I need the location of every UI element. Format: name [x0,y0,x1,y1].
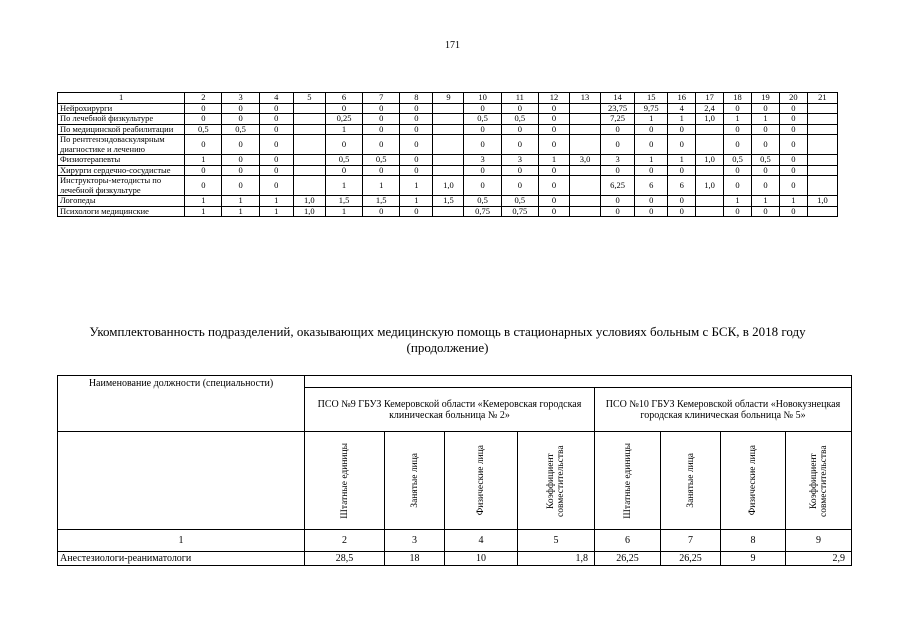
table-cell: 0 [259,155,293,166]
table-cell [696,165,724,176]
table-cell: 0 [363,103,400,114]
table-cell: 0 [185,114,222,125]
table-cell: 0 [601,206,635,217]
table-cell: 1 [325,206,362,217]
table-cell [433,206,464,217]
table-cell: 0 [724,135,752,155]
table-row [58,176,838,196]
table-cell: 0,5 [501,196,538,207]
sub-header-label: Штатные единицы [339,442,350,519]
table-cell: 0 [724,165,752,176]
table-cell: 0 [601,196,635,207]
table-cell: 9 [721,552,786,566]
column-number: 16 [668,93,696,104]
table-cell: 10 [445,552,518,566]
table-cell: 18 [385,552,445,566]
sub-header [385,432,445,530]
table-cell: 0 [779,176,807,196]
table-cell [293,165,325,176]
table-cell: 26,25 [595,552,661,566]
table-cell: 0 [185,165,222,176]
table-cell: 0 [752,103,780,114]
table-cell: 0 [501,135,538,155]
table-cell: 1 [363,176,400,196]
table-cell: 0 [400,165,433,176]
column-number: 6 [595,530,661,552]
pso9-header: ПСО №9 ГБУЗ Кемеровской области «Кемеровская городская клиническая больница № 2» [305,388,595,432]
table-cell: 0 [668,124,696,135]
table-cell: 0 [668,196,696,207]
table-cell [807,176,837,196]
table-cell: 0 [779,135,807,155]
column-number: 10 [464,93,501,104]
sub-header [786,432,852,530]
column-number: 4 [259,93,293,104]
table-cell [569,206,600,217]
sub-header [595,432,661,530]
table-cell: 0 [185,103,222,114]
table-cell: 0 [464,165,501,176]
table-cell: 0 [724,176,752,196]
table-cell: 0 [400,103,433,114]
table-cell: 0 [501,165,538,176]
table-cell: 0 [779,103,807,114]
row-name: По лечебной физкультуре [58,114,185,125]
sub-header-label: Коэффициент совместительства [808,444,829,517]
table-row [58,165,838,176]
table-cell: 0 [222,135,259,155]
table-cell [807,124,837,135]
table-cell: 0 [222,155,259,166]
header-spacer [305,376,852,388]
column-number: 8 [721,530,786,552]
table-cell [433,124,464,135]
row-name: Логопеды [58,196,185,207]
column-number: 21 [807,93,837,104]
column-number: 5 [293,93,325,104]
table-cell: 0 [635,124,668,135]
table-cell: 1 [538,155,569,166]
table-cell: 0 [464,103,501,114]
table-cell: 0 [501,176,538,196]
table-cell: 0,75 [501,206,538,217]
table-cell: 0 [259,135,293,155]
table-cell [433,135,464,155]
column-number: 3 [385,530,445,552]
table-cell: 0 [400,124,433,135]
table-cell [807,103,837,114]
table-cell [433,103,464,114]
table-cell: 2,4 [696,103,724,114]
table-cell: 0,5 [222,124,259,135]
table-cell: 0 [779,206,807,217]
row-name: Психологи медицинские [58,206,185,217]
table-cell: 1 [724,114,752,125]
table-row [58,155,838,166]
table-cell: 0 [538,135,569,155]
table-cell: 3,0 [569,155,600,166]
table-cell: 1,5 [363,196,400,207]
table-cell: 2,9 [786,552,852,566]
sub-header-label: Занятые лица [409,453,420,508]
column-number: 9 [433,93,464,104]
table-cell: 0 [501,103,538,114]
column-number: 7 [363,93,400,104]
column-number: 18 [724,93,752,104]
table-cell: 0 [259,103,293,114]
column-number: 20 [779,93,807,104]
table-cell: 0 [538,206,569,217]
table-cell: 0,75 [464,206,501,217]
table-cell: 0,5 [464,196,501,207]
table-cell [293,114,325,125]
row-name: Нейрохирурги [58,103,185,114]
table-cell: 0,5 [363,155,400,166]
table-cell: 0 [724,124,752,135]
table-cell: 0 [464,176,501,196]
table-cell: 0 [464,135,501,155]
table-cell: 1,8 [518,552,595,566]
table-cell: 0,5 [501,114,538,125]
table-cell [293,124,325,135]
table-cell: 0 [779,124,807,135]
table-cell: 0 [538,114,569,125]
column-number: 14 [601,93,635,104]
table-row [58,103,838,114]
table-cell: 1 [259,196,293,207]
table-cell: 0 [601,165,635,176]
table-cell: 1 [724,196,752,207]
staffing-table-continued [57,92,838,217]
sub-header-label: Физические лица [748,445,758,516]
table-cell [293,103,325,114]
table-cell: 1 [779,196,807,207]
table-cell [293,176,325,196]
table-cell: 0 [400,206,433,217]
table-cell [433,155,464,166]
row-name: Инструкторы-методисты по лечебной физкультуре [58,176,185,196]
table-row [58,206,838,217]
table-cell [569,135,600,155]
empty-header-cell [58,432,305,530]
table-cell: 0 [501,124,538,135]
table-cell: 6 [668,176,696,196]
pso10-header: ПСО №10 ГБУЗ Кемеровской области «Новокузнецкая городская клиническая больница № 5» [595,388,852,432]
sub-header [721,432,786,530]
table-cell: 1 [185,196,222,207]
table-cell: 1 [668,155,696,166]
table-cell [696,206,724,217]
table-cell: 0 [724,103,752,114]
column-number: 3 [222,93,259,104]
table-cell: 0 [635,206,668,217]
table-cell: 7,25 [601,114,635,125]
table-cell: 0 [635,135,668,155]
table-cell [293,135,325,155]
column-number: 11 [501,93,538,104]
table-cell [807,206,837,217]
table-cell: 0 [222,103,259,114]
table-cell: 1,0 [293,206,325,217]
table-cell: 1 [325,124,362,135]
table-cell: 0 [185,135,222,155]
table-cell: 1 [635,114,668,125]
table-cell [433,165,464,176]
column-number: 9 [786,530,852,552]
table-cell: 0 [400,114,433,125]
row-name: Физиотерапевты [58,155,185,166]
table-cell: 0 [601,135,635,155]
table-cell: 0 [363,165,400,176]
staffing-table-pso [57,375,852,566]
table-cell: 1 [400,176,433,196]
table-cell [807,155,837,166]
table-cell: 0 [259,176,293,196]
column-number: 2 [185,93,222,104]
table-cell: 0 [185,176,222,196]
table-cell: 1 [222,196,259,207]
table-cell: 1 [635,155,668,166]
position-name-header: Наименование должности (специальности) [58,376,305,432]
table-cell [569,176,600,196]
table-cell: 0 [724,206,752,217]
table-cell: 1 [752,196,780,207]
table-cell: 0 [325,165,362,176]
table-cell: 0 [752,124,780,135]
table-cell: 0 [538,176,569,196]
table-cell: 3 [601,155,635,166]
table-cell: 0 [538,165,569,176]
table-cell: 0 [400,135,433,155]
table-cell: 0 [222,165,259,176]
table-cell: 3 [464,155,501,166]
table-cell: 0 [752,206,780,217]
row-name: По медицинской реабилитации [58,124,185,135]
table-cell [569,124,600,135]
table-cell: 0 [325,135,362,155]
table-cell: 23,75 [601,103,635,114]
table-cell: 1 [325,176,362,196]
table-cell: 1 [752,114,780,125]
table-cell: 0 [325,103,362,114]
table-cell: 0 [668,206,696,217]
table-cell: 0 [259,124,293,135]
table-cell [807,165,837,176]
table-cell: 0 [752,176,780,196]
table-cell: 0 [538,124,569,135]
table-cell: 1 [259,206,293,217]
table-cell: 0 [400,155,433,166]
row-name: Хирурги сердечно-сосудистые [58,165,185,176]
row-name: Анестезиологи-реаниматологи [58,552,305,566]
table-cell [569,196,600,207]
column-number: 8 [400,93,433,104]
table-cell [569,165,600,176]
table-cell: 1 [185,206,222,217]
sub-header [518,432,595,530]
table-cell: 0,5 [325,155,362,166]
table-cell: 0 [752,165,780,176]
row-name: По рентгенэндоваскулярным диагностике и лечению [58,135,185,155]
table-cell [433,114,464,125]
table-cell: 1,5 [433,196,464,207]
table-cell: 1,0 [696,155,724,166]
table-cell: 4 [668,103,696,114]
table-row [58,196,838,207]
table-cell [696,135,724,155]
table-cell: 1,5 [325,196,362,207]
table-cell: 1,0 [807,196,837,207]
table-cell [293,155,325,166]
page-number: 171 [445,40,460,51]
table-cell: 0 [464,124,501,135]
table-cell: 0,5 [752,155,780,166]
column-number: 13 [569,93,600,104]
column-number: 5 [518,530,595,552]
table-cell: 6 [635,176,668,196]
column-number: 2 [305,530,385,552]
table-cell: 0,25 [325,114,362,125]
column-number: 17 [696,93,724,104]
table-cell [696,196,724,207]
table-cell: 0 [779,114,807,125]
table-cell: 0 [363,135,400,155]
sub-header-label: Штатные единицы [622,442,633,519]
column-number: 15 [635,93,668,104]
table-cell: 0,5 [724,155,752,166]
table-row [58,124,838,135]
column-number: 6 [325,93,362,104]
sub-header-label: Коэффициент совместительства [546,444,566,517]
table-cell: 0 [363,206,400,217]
table-cell: 1,0 [696,114,724,125]
column-number: 7 [661,530,721,552]
table-row [58,135,838,155]
table-cell [807,135,837,155]
sub-header [445,432,518,530]
column-number: 1 [58,93,185,104]
column-number: 4 [445,530,518,552]
table-cell [807,114,837,125]
table-cell [569,114,600,125]
table-cell: 0 [635,196,668,207]
table-cell: 3 [501,155,538,166]
sub-header [661,432,721,530]
table-cell: 28,5 [305,552,385,566]
table-cell: 0 [752,135,780,155]
table-cell: 9,75 [635,103,668,114]
sub-header-label: Занятые лица [685,453,696,508]
table-cell: 26,25 [661,552,721,566]
table-cell: 0 [538,196,569,207]
table-cell: 0 [222,176,259,196]
table-cell: 0 [363,124,400,135]
table-cell: 1 [222,206,259,217]
table-cell: 0 [601,124,635,135]
table-cell: 0 [668,135,696,155]
table-cell: 0 [635,165,668,176]
table-cell: 0 [259,114,293,125]
table-cell: 0,5 [185,124,222,135]
table-cell: 1 [400,196,433,207]
table-cell: 0 [779,155,807,166]
table-caption: Укомплектованность подразделений, оказывающих медицинскую помощь в стационарных условиях больным с БСК, в 2018 году (продолжение) [89,324,806,355]
table-cell: 1,0 [293,196,325,207]
table-cell: 1 [668,114,696,125]
column-number: 1 [58,530,305,552]
table-cell [569,103,600,114]
table-header-row [58,93,838,104]
sub-header [305,432,385,530]
table-cell: 0,5 [464,114,501,125]
table-cell: 1 [185,155,222,166]
sub-header-label: Физические лица [476,445,486,516]
table-cell: 0 [668,165,696,176]
table-row [58,114,838,125]
column-number: 19 [752,93,780,104]
table-cell: 0 [363,114,400,125]
table-cell: 1,0 [696,176,724,196]
table-cell: 0 [538,103,569,114]
table-cell: 6,25 [601,176,635,196]
table-cell: 0 [259,165,293,176]
table-cell: 0 [222,114,259,125]
table-cell: 0 [779,165,807,176]
table-cell: 1,0 [433,176,464,196]
column-number: 12 [538,93,569,104]
table-cell [696,124,724,135]
